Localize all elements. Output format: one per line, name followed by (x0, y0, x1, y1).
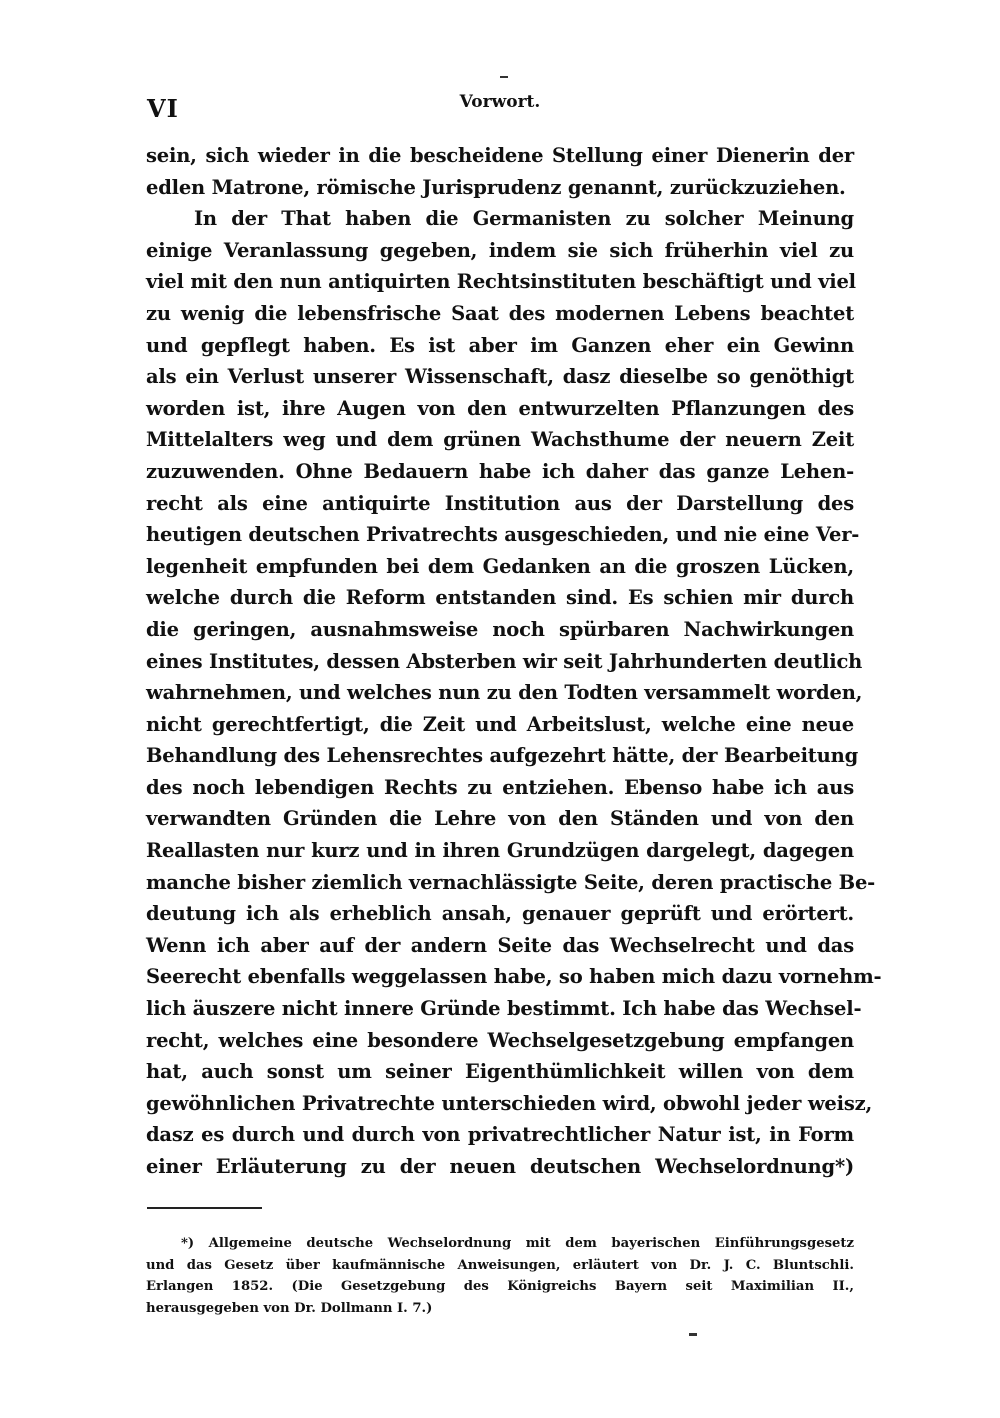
body-line: einige Veranlassung gegeben, indem sie sich früherhin viel zu (146, 238, 854, 262)
body-line: Seerecht ebenfalls weggelassen habe, so haben mich dazu vornehm- (146, 965, 882, 989)
body-line: und gepflegt haben. Es ist aber im Ganzen eher ein Gewinn (146, 333, 854, 357)
footnote-divider (147, 1207, 262, 1209)
running-title: Vorwort. (459, 92, 541, 112)
body-line: nicht gerechtfertigt, die Zeit und Arbeitslust, welche eine neue (146, 712, 854, 736)
body-line: welche durch die Reform entstanden sind. Es schien mir durch (146, 586, 854, 610)
body-line: legenheit empfunden bei dem Gedanken an die groszen Lücken, (146, 554, 854, 578)
footnote (146, 1233, 854, 1319)
body-line: sein, sich wieder in die bescheidene Stellung einer Dienerin der (146, 144, 854, 167)
printer-mark-bottom (689, 1333, 697, 1336)
body-line: viel mit den nun antiquirten Rechtsinstituten beschäftigt und viel (146, 270, 856, 294)
body-line: recht als eine antiquirte Institution aus der Darstellung des (146, 491, 854, 515)
body-line: die geringen, ausnahmsweise noch spürbaren Nachwirkungen (146, 617, 854, 641)
body-line: lich äuszere nicht innere Gründe bestimmt. Ich habe das Wechsel- (146, 997, 862, 1021)
body-line: recht, welches eine besondere Wechselgesetzgebung empfangen (146, 1028, 854, 1052)
footnote-line: Erlangen 1852. (Die Gesetzgebung des Königreichs Bayern seit Maximilian II., (146, 1279, 854, 1294)
body-line: Reallasten nur kurz und in ihren Grundzügen dargelegt, dagegen (146, 839, 854, 863)
page-number: VI (147, 94, 179, 123)
body-line: deutung ich als erheblich ansah, genauer geprüft und erörtert. (146, 902, 854, 926)
body-line: worden ist, ihre Augen von den entwurzelten Pflanzungen des (146, 396, 854, 420)
body-line: In der That haben die Germanisten zu solcher Meinung (194, 207, 854, 231)
body-line: eines Institutes, dessen Absterben wir seit Jahrhunderten deutlich (146, 649, 863, 673)
footnote-line: herausgegeben von Dr. Dollmann I. 7.) (146, 1300, 433, 1316)
body-line: des noch lebendigen Rechts zu entziehen. Ebenso habe ich aus (146, 775, 854, 799)
body-line: hat, auch sonst um seiner Eigenthümlichkeit willen von dem (146, 1060, 854, 1084)
body-line: als ein Verlust unserer Wissenschaft, dasz dieselbe so genöthigt (146, 365, 854, 389)
body-text (146, 140, 882, 1183)
body-line: dasz es durch und durch von privatrechtlicher Natur ist, in Form (146, 1123, 854, 1147)
body-line: Behandlung des Lehensrechtes aufgezehrt hätte, der Bearbeitung (146, 744, 859, 768)
body-line: gewöhnlichen Privatrechte unterschieden wird, obwohl jeder weisz, (146, 1091, 873, 1115)
body-line: Wenn ich aber auf der andern Seite das Wechselrecht und das (146, 933, 854, 957)
body-line: einer Erläuterung zu der neuen deutschen Wechselordnung*) (146, 1155, 854, 1178)
printer-mark-top (500, 76, 508, 78)
body-line: zuzuwenden. Ohne Bedauern habe ich daher das ganze Lehen- (146, 459, 854, 483)
footnote-line: *) Allgemeine deutsche Wechselordnung mit dem bayerischen Einführungsgesetz (181, 1236, 854, 1251)
footnote-line: und das Gesetz über kaufmännische Anweisungen, erläutert von Dr. J. C. Bluntschli. (146, 1257, 854, 1273)
body-line: heutigen deutschen Privatrechts ausgeschieden, und nie eine Ver- (146, 523, 860, 547)
body-line: zu wenig die lebensfrische Saat des modernen Lebens beachtet (146, 301, 854, 325)
body-line: manche bisher ziemlich vernachlässigte Seite, deren practische Be- (146, 870, 876, 894)
body-line: edlen Matrone, römische Jurisprudenz genannt, zurückzuziehen. (146, 175, 846, 199)
body-line: wahrnehmen, und welches nun zu den Todten versammelt worden, (146, 681, 863, 705)
body-line: Mittelalters weg und dem grünen Wachsthume der neuern Zeit (146, 428, 854, 452)
body-line: verwandten Gründen die Lehre von den Ständen und von den (146, 807, 854, 831)
